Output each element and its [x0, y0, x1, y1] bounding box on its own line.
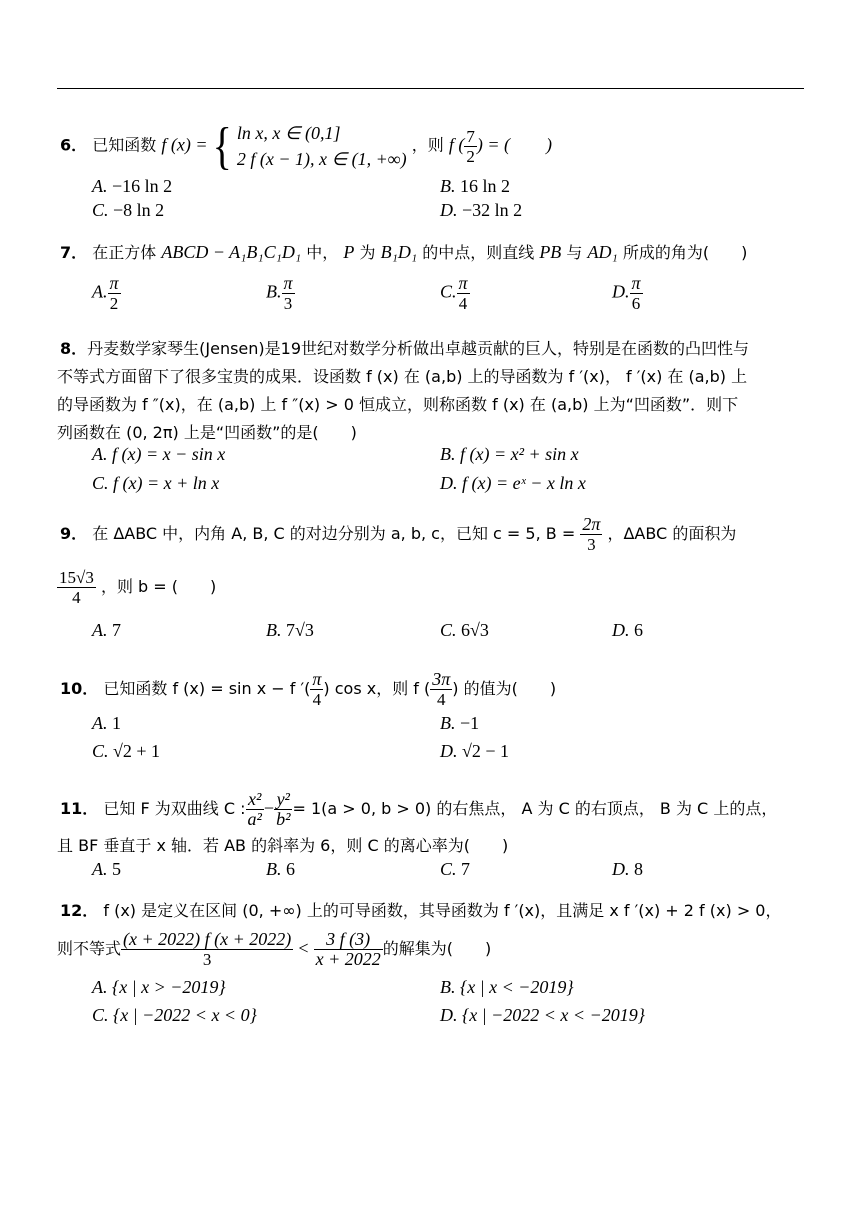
option-text: 7 — [112, 620, 121, 640]
cube-name: ABCD − A₁B₁C₁D₁ — [161, 242, 302, 262]
option-a[interactable] — [92, 176, 172, 197]
fraction — [246, 790, 264, 829]
option-label: A. — [92, 176, 108, 196]
question-number: 8． — [60, 339, 88, 358]
question-7 — [60, 240, 747, 263]
case-2: 2 f (x − 1), x ∈ (1, +∞) — [236, 149, 407, 169]
option-label: B. — [266, 859, 282, 879]
option-c[interactable] — [440, 274, 470, 313]
option-label: C. — [440, 281, 457, 302]
numerator: π — [458, 273, 468, 293]
option-label: D. — [440, 473, 458, 493]
fraction — [457, 274, 470, 313]
option-text: 6√3 — [461, 620, 489, 640]
question-number: 10． — [60, 679, 99, 698]
question-text: 与 — [566, 243, 583, 262]
denominator: 3 — [587, 535, 596, 554]
option-b[interactable] — [440, 176, 510, 197]
line-pb: PB — [539, 242, 562, 262]
minus-sign: − — [263, 798, 275, 818]
option-text: 7√3 — [286, 620, 314, 640]
question-text: 则不等式 — [57, 939, 122, 958]
option-text: −1 — [460, 713, 480, 733]
option-label: B. — [440, 444, 456, 464]
option-d[interactable] — [612, 859, 643, 880]
denominator: x + 2022 — [315, 949, 381, 969]
denominator: a² — [247, 809, 262, 829]
option-text: {x | x < −2019} — [460, 977, 574, 997]
option-text: f (x) = x² + sin x — [460, 444, 579, 464]
option-text: f (x) = x − sin x — [112, 444, 226, 464]
line-ad1: AD₁ — [587, 242, 618, 262]
denominator: 4 — [458, 294, 468, 313]
option-d[interactable] — [440, 1005, 645, 1026]
option-text: f (x) = x + ln x — [113, 473, 220, 493]
option-label: B. — [266, 620, 282, 640]
fraction — [274, 790, 292, 829]
question-number: 12． — [60, 901, 99, 920]
option-label: D. — [612, 281, 630, 302]
option-a[interactable] — [92, 859, 121, 880]
option-text: −16 ln 2 — [112, 176, 173, 196]
denominator: 4 — [312, 690, 322, 709]
question-number: 9． — [60, 524, 88, 543]
option-label: B. — [440, 176, 456, 196]
numerator: π — [631, 273, 641, 293]
option-label: D. — [440, 741, 458, 761]
option-d[interactable] — [612, 620, 643, 641]
numerator: x² — [246, 790, 264, 810]
question-8-line-4: 列函数在 (0, 2π) 上是“凹函数”的是( ) — [57, 423, 357, 442]
question-text: 的解集为( ) — [382, 939, 492, 958]
option-label: D. — [612, 859, 630, 879]
option-text: {x | x > −2019} — [112, 977, 226, 997]
fraction — [630, 274, 643, 313]
option-label: A. — [92, 977, 108, 997]
option-text: 16 ln 2 — [460, 176, 511, 196]
option-label: D. — [612, 620, 630, 640]
question-10 — [60, 670, 556, 709]
fraction — [430, 670, 452, 709]
less-than-sign: < — [298, 938, 309, 958]
numerator: π — [109, 273, 119, 293]
numerator: π — [312, 669, 322, 689]
question-text: 已知 F 为双曲线 C : — [103, 799, 246, 818]
denominator: 2 — [109, 294, 119, 313]
option-text: {x | −2022 < x < 0} — [113, 1005, 257, 1025]
question-number: 6． — [60, 135, 88, 155]
numerator: 3 f (3) — [314, 930, 383, 950]
question-8 — [60, 336, 749, 359]
option-c[interactable] — [92, 741, 160, 762]
question-12-line-2 — [57, 930, 491, 969]
fraction — [121, 930, 293, 969]
header-rule — [57, 88, 804, 89]
denominator: 4 — [72, 588, 81, 607]
option-c[interactable] — [92, 200, 164, 221]
option-label: C. — [92, 741, 109, 761]
piecewise-brace: { — [212, 116, 232, 175]
numerator: 7 — [466, 126, 475, 146]
option-text: √2 − 1 — [462, 741, 510, 761]
option-b[interactable] — [266, 274, 295, 313]
option-c[interactable] — [92, 1005, 257, 1026]
question-text: 的中点，则直线 — [422, 243, 535, 262]
option-text: −32 ln 2 — [462, 200, 523, 220]
ask-expr: f ( — [448, 134, 465, 155]
fraction — [57, 568, 96, 607]
option-a[interactable] — [92, 620, 121, 641]
question-text: ，则 — [411, 135, 444, 155]
question-text: 为 — [359, 243, 376, 262]
fraction — [314, 930, 383, 969]
question-text: f (x) 是定义在区间 (0, +∞) 上的可导函数，其导函数为 f ′(x)，且满足 x f ′(x) + 2 f (x) > 0， — [103, 901, 782, 920]
option-label: D. — [440, 200, 458, 220]
option-text: 8 — [634, 859, 643, 879]
question-8-line-3: 的导函数为 f ″(x)，在 (a,b) 上 f ″(x) > 0 恒成立，则称函数 f (x) 在 (a,b) 上为“凹函数”．则下 — [57, 395, 739, 414]
option-d[interactable] — [440, 473, 586, 494]
question-11-line-2: 且 BF 垂直于 x 轴．若 AB 的斜率为 6，则 C 的离心率为( ) — [57, 836, 509, 855]
question-text: ) cos x，则 f ( — [323, 679, 431, 698]
option-c[interactable] — [440, 620, 489, 641]
option-b[interactable] — [266, 859, 295, 880]
question-8-line-2: 不等式方面留下了很多宝贵的成果．设函数 f (x) 在 (a,b) 上的导函数为 f ′(x)， f ′(x) 在 (a,b) 上 — [57, 367, 748, 386]
option-b[interactable] — [440, 444, 579, 465]
denominator: 3 — [283, 294, 293, 313]
option-label: B. — [440, 977, 456, 997]
question-6 — [60, 116, 552, 175]
denominator: b² — [276, 809, 291, 829]
option-label: A. — [92, 444, 108, 464]
option-text: 6 — [634, 620, 643, 640]
point-p: P — [343, 242, 355, 262]
question-text: 在 ΔABC 中，内角 A, B, C 的对边分别为 a, b, c，已知 c = 5, B = — [92, 524, 576, 543]
question-text: 已知函数 f (x) = sin x − f ′( — [103, 679, 311, 698]
option-b[interactable] — [440, 977, 574, 998]
question-text: 中， — [306, 243, 339, 262]
option-label: A. — [92, 281, 108, 302]
fraction — [282, 274, 295, 313]
question-text: ) 的值为( ) — [452, 679, 557, 698]
numerator: 2π — [582, 514, 601, 534]
question-text: = 1(a > 0, b > 0) 的右焦点， A 为 C 的右顶点， B 为 C 上的点， — [292, 799, 778, 818]
option-label: B. — [440, 713, 456, 733]
denominator: 2 — [466, 146, 475, 166]
function-lhs: f (x) = — [161, 134, 208, 155]
ask-expr: ) = ( ) — [476, 134, 552, 155]
denominator: 4 — [437, 690, 446, 709]
question-text: 所成的角为( ) — [622, 243, 748, 262]
option-text: 7 — [461, 859, 471, 879]
numerator: 15√3 — [59, 568, 94, 587]
question-text: ，则 b = ( ) — [100, 577, 217, 596]
option-text: −8 ln 2 — [113, 200, 165, 220]
option-label: C. — [440, 859, 457, 879]
option-label: A. — [92, 713, 108, 733]
segment-b1d1: B₁D₁ — [380, 242, 418, 262]
option-a[interactable] — [92, 444, 225, 465]
question-number: 7． — [60, 243, 88, 262]
option-b[interactable] — [440, 713, 479, 734]
option-label: C. — [92, 1005, 109, 1025]
question-11 — [60, 790, 777, 829]
option-d[interactable] — [440, 741, 509, 762]
numerator: y² — [274, 790, 292, 810]
case-1: ln x, x ∈ (0,1] — [236, 123, 341, 143]
option-label: D. — [440, 1005, 458, 1025]
option-label: C. — [440, 620, 457, 640]
option-c[interactable] — [92, 473, 219, 494]
option-text: {x | −2022 < x < −2019} — [462, 1005, 645, 1025]
option-text: f (x) = eˣ − x ln x — [462, 473, 586, 493]
option-label: C. — [92, 200, 109, 220]
option-b[interactable] — [266, 620, 314, 641]
question-9 — [60, 515, 736, 554]
option-a[interactable] — [92, 713, 121, 734]
fraction — [310, 670, 323, 709]
option-label: C. — [92, 473, 109, 493]
denominator: 6 — [631, 294, 641, 313]
numerator: 3π — [432, 669, 451, 689]
fraction — [108, 274, 121, 313]
fraction — [464, 127, 477, 166]
numerator: (x + 2022) f (x + 2022) — [123, 929, 292, 949]
option-label: A. — [92, 859, 108, 879]
option-label: B. — [266, 281, 282, 302]
option-a[interactable] — [92, 274, 121, 313]
question-text: 在正方体 — [92, 243, 157, 262]
question-number: 11． — [60, 799, 99, 818]
option-text: √2 + 1 — [113, 741, 161, 761]
option-label: A. — [92, 620, 108, 640]
option-d[interactable] — [440, 200, 522, 221]
fraction — [580, 515, 602, 554]
numerator: π — [283, 273, 293, 293]
question-text: 已知函数 — [92, 135, 157, 155]
question-text: 丹麦数学家琴生(Jensen)是19世纪对数学分析做出卓越贡献的巨人，特别是在函数的凸凹性与 — [87, 339, 750, 358]
piecewise-cases — [237, 120, 407, 172]
option-a[interactable] — [92, 977, 226, 998]
option-text: 6 — [286, 859, 295, 879]
option-text: 5 — [112, 859, 121, 879]
question-12 — [60, 898, 782, 921]
question-text: ，ΔABC 的面积为 — [607, 524, 737, 543]
option-c[interactable] — [440, 859, 470, 880]
option-d[interactable] — [612, 274, 643, 313]
question-9-line-2 — [57, 568, 216, 607]
denominator: 3 — [202, 950, 212, 969]
option-text: 1 — [112, 713, 121, 733]
